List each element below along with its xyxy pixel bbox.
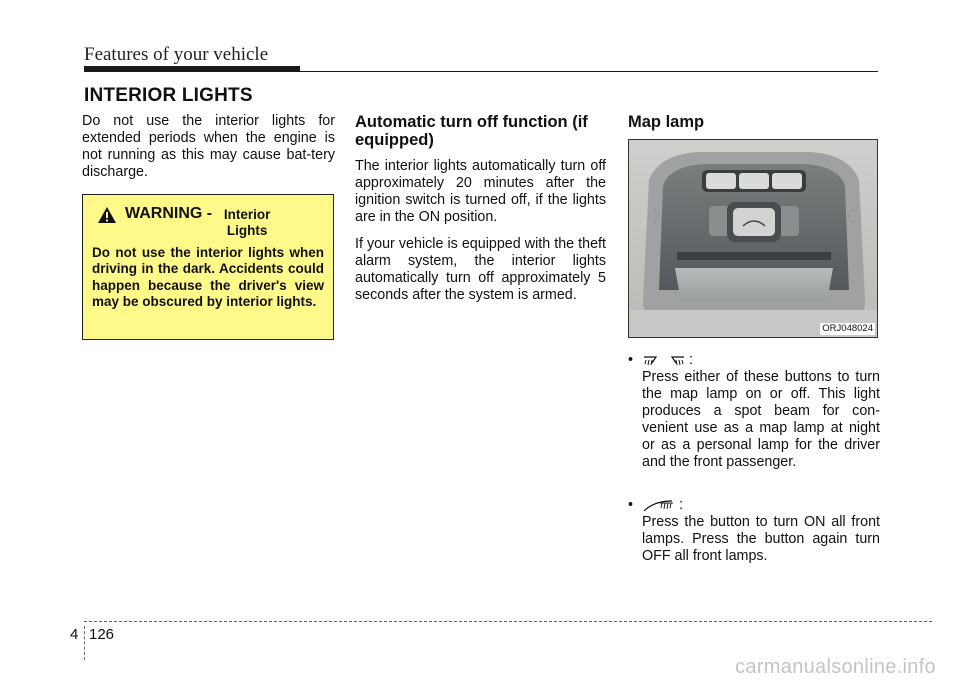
warning-header <box>97 205 324 239</box>
watermark: carmanualsonline.info <box>735 656 936 678</box>
map-lamp-icon <box>642 354 686 368</box>
auto-off-paragraph-2: If your vehicle is equipped with the theft alarm system, the interior lights automatically turn off approximately 5 seconds after the system is armed. <box>355 236 606 303</box>
section-title: INTERIOR LIGHTS <box>84 85 253 106</box>
column-left <box>82 113 335 191</box>
header-rule <box>300 71 878 72</box>
column-right <box>628 113 878 140</box>
auto-off-title: Automatic turn off function (if equipped) <box>355 113 588 149</box>
footer-rule <box>84 621 932 622</box>
map-lamp-bullet: • : Press either of these buttons to turn the map lamp on or off. This light produces a spot beam for con-venient use as a map lamp at night or as a personal lamp for the driver and the front passenger. <box>628 352 880 470</box>
header-title: Features of your vehicle <box>84 44 269 65</box>
overhead-console-illustration <box>629 140 878 338</box>
footer-divider <box>84 626 85 660</box>
map-lamp-description: Press either of these buttons to turn the map lamp on or off. This light produces a spot beam for con-venient use as a map lamp at night or as a personal lamp for the driver and the front passenger. <box>642 369 880 470</box>
warning-label: WARNING - <box>125 205 213 222</box>
bullet-dot: • <box>628 352 634 368</box>
column-middle <box>355 113 606 314</box>
auto-off-paragraph-1: The interior lights automatically turn off approximately 20 minutes after the ignition switch is turned off, if the lights are in the ON position. <box>355 158 606 225</box>
map-lamp-title: Map lamp <box>628 113 705 131</box>
intro-paragraph: Do not use the interior lights for extended periods when the engine is not running as this may cause bat-tery discharge. <box>82 113 335 180</box>
warning-triangle-icon <box>97 206 117 224</box>
front-lamp-icon <box>642 499 676 513</box>
image-reference-code: ORJ048024 <box>822 323 873 334</box>
warning-body: Do not use the interior lights when driving in the dark. Accidents could happen because the driver's view may be obscured by interior lights. <box>92 245 324 309</box>
chapter-number: 4 <box>70 626 79 643</box>
map-lamp-photo <box>628 139 878 338</box>
header-rule-thick <box>84 66 300 72</box>
bullet-dot: • <box>628 497 634 513</box>
page-number: 126 <box>89 626 115 643</box>
front-lamp-description: Press the button to turn ON all front lamps. Press the button again turn OFF all front lamps. <box>642 514 880 564</box>
warning-box <box>82 194 334 340</box>
front-lamp-bullet: • : Press the button to turn ON all front lamps. Press the button again turn OFF all front lamps. <box>628 497 880 564</box>
warning-topic: Interior Lights <box>223 207 271 238</box>
